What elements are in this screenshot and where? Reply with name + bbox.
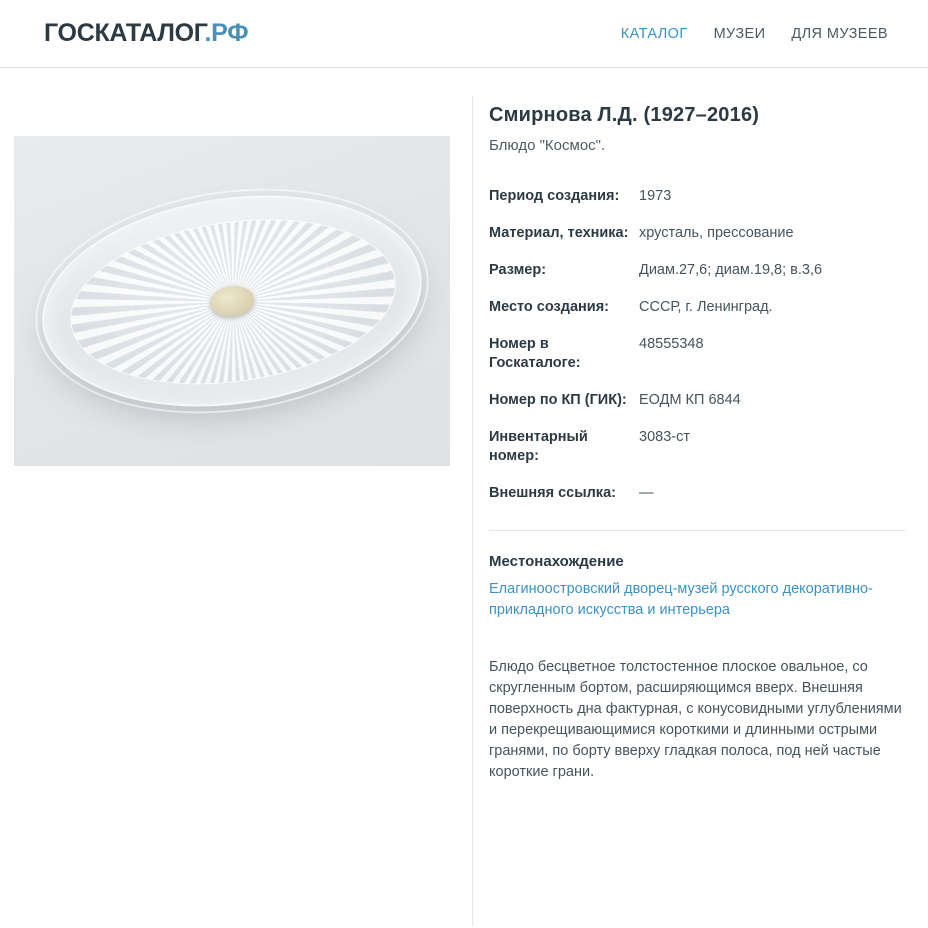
table-row xyxy=(489,384,906,421)
prop-value-inventory-number: 3083-ст xyxy=(639,429,690,445)
table-row xyxy=(489,217,906,254)
table-row xyxy=(489,328,906,384)
crystal-dish-image xyxy=(29,172,436,429)
table-row xyxy=(489,180,906,217)
table-row xyxy=(489,254,906,291)
table-row xyxy=(489,291,906,328)
logo-text-suffix: .РФ xyxy=(204,19,249,47)
content-area xyxy=(0,68,928,926)
item-photo[interactable] xyxy=(14,136,450,466)
right-column xyxy=(472,96,928,926)
section-divider xyxy=(489,530,906,531)
prop-value-kp-number: ЕОДМ КП 6844 xyxy=(639,392,741,408)
item-description: Блюдо бесцветное толстостенное плоское овальное, со скругленным бортом, расширяющимся вверх. Внешняя поверхность дна фактурная, с конусовидными углублениями и перекрещивающимися короткими и длинными острыми гранями, по борту вверху гладкая полоса, под ней частые короткие грани. xyxy=(489,659,902,780)
main-nav xyxy=(621,26,888,42)
location-museum-link[interactable]: Елагиноостровский дворец-музей русского декоративно-прикладного искусства и интерьера xyxy=(489,581,873,618)
prop-value-external-link: — xyxy=(639,485,654,501)
prop-value-size: Диам.27,6; диам.19,8; в.3,6 xyxy=(639,262,823,278)
prop-label-period: Период создания: xyxy=(489,188,620,204)
nav-item-for-museums[interactable]: ДЛЯ МУЗЕЕВ xyxy=(791,25,888,42)
prop-label-inventory-number: Инвентарный номер: xyxy=(489,429,588,464)
prop-label-material: Материал, техника: xyxy=(489,225,629,241)
prop-label-place: Место создания: xyxy=(489,299,609,315)
prop-value-material: хрусталь, прессование xyxy=(639,225,794,241)
nav-item-catalog[interactable]: КАТАЛОГ xyxy=(620,25,688,42)
table-row xyxy=(489,477,906,514)
prop-value-period: 1973 xyxy=(639,188,672,204)
nav-item-museums[interactable]: МУЗЕИ xyxy=(713,25,766,42)
page-title: Смирнова Л.Д. (1927–2016) xyxy=(489,104,760,126)
prop-label-external-link: Внешняя ссылка: xyxy=(489,485,616,501)
prop-label-kp-number: Номер по КП (ГИК): xyxy=(489,392,627,408)
prop-label-size: Размер: xyxy=(489,262,547,278)
properties-table xyxy=(489,180,906,514)
prop-value-goskatalog-number: 48555348 xyxy=(639,336,704,352)
logo-text-main: ГОСКАТАЛОГ xyxy=(44,19,205,47)
site-header xyxy=(0,0,928,68)
location-heading: Местонахождение xyxy=(489,553,624,570)
prop-label-goskatalog-number: Номер в Госкаталоге: xyxy=(489,336,581,371)
site-logo[interactable] xyxy=(44,19,248,48)
left-column xyxy=(0,96,460,926)
prop-value-place: СССР, г. Ленинград. xyxy=(639,299,773,315)
table-row xyxy=(489,421,906,477)
item-subtitle: Блюдо "Космос". xyxy=(489,137,606,154)
